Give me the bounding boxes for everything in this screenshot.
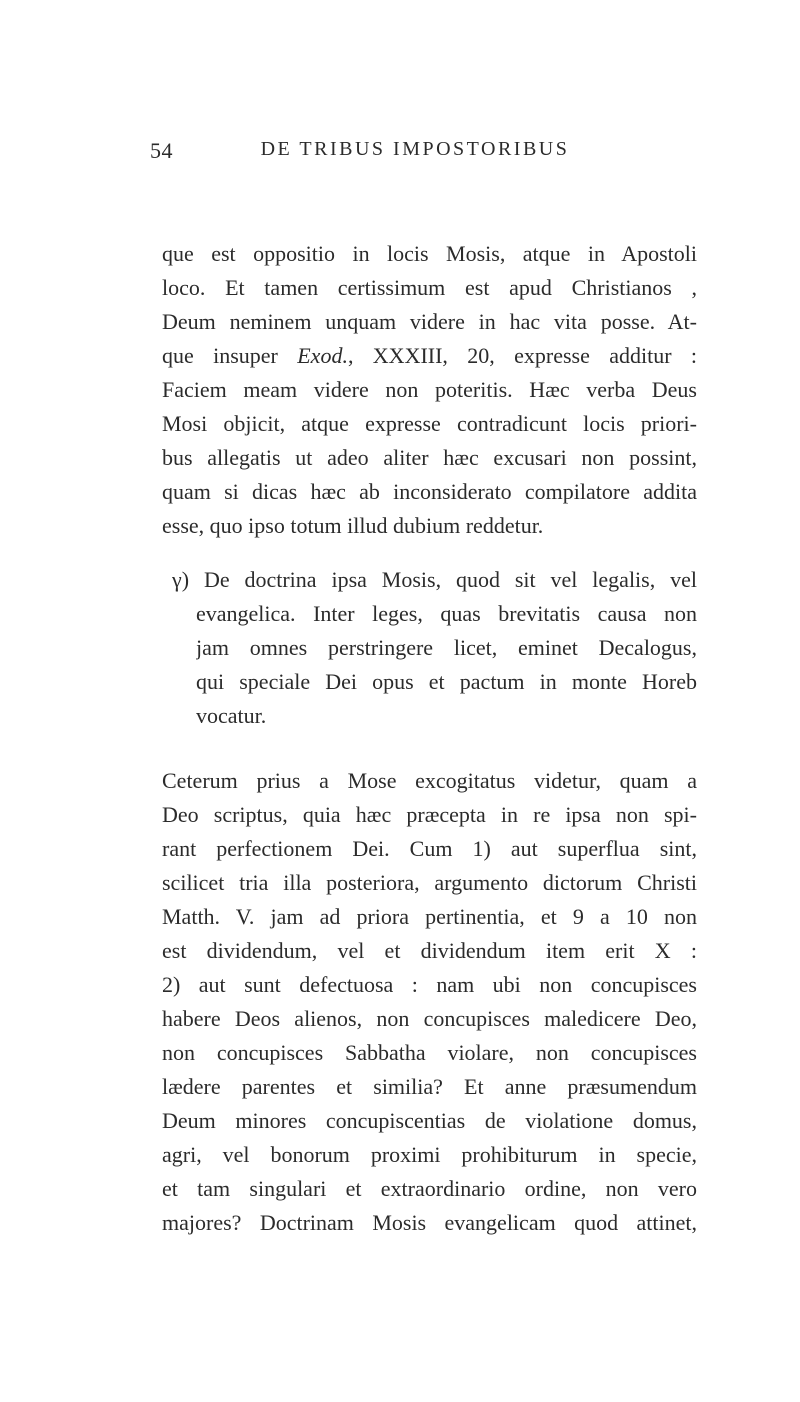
running-title: DE TRIBUS IMPOSTORIBUS bbox=[260, 138, 570, 160]
paragraph-2 bbox=[172, 563, 697, 733]
text-line: Deum minores concupiscentias de violatione domus, bbox=[162, 1108, 697, 1133]
text-line: Deo scriptus, quia hæc præcepta in re ipsa non spi- bbox=[162, 802, 697, 827]
text-line: Ceterum prius a Mose excogitatus videtur, quam a bbox=[162, 768, 697, 793]
text-line: rant perfectionem Dei. Cum 1) aut superflua sint, bbox=[162, 836, 697, 861]
text-line: Faciem meam videre non poteritis. Hæc verba Deus bbox=[162, 377, 697, 402]
text-line: que est oppositio in locis Mosis, atque in Apostoli bbox=[162, 241, 697, 266]
text-line: est dividendum, vel et dividendum item erit X : bbox=[162, 938, 697, 963]
paragraph-1 bbox=[162, 237, 697, 543]
text-line: majores? Doctrinam Mosis evangelicam quod attinet, bbox=[162, 1210, 697, 1235]
text-line: Deum neminem unquam videre in hac vita posse. At- bbox=[162, 309, 697, 334]
text-line: quam si dicas hæc ab inconsiderato compilatore addita bbox=[162, 479, 697, 504]
text-line: γ) De doctrina ipsa Mosis, quod sit vel legalis, vel bbox=[172, 567, 697, 592]
text-line: et tam singulari et extraordinario ordine, non vero bbox=[162, 1176, 697, 1201]
text-line: jam omnes perstringere licet, eminet Decalogus, bbox=[196, 635, 697, 660]
text-line: agri, vel bonorum proximi prohibiturum in specie, bbox=[162, 1142, 697, 1167]
text-line: scilicet tria illa posteriora, argumento dictorum Christi bbox=[162, 870, 697, 895]
text-line: esse, quo ipso totum illud dubium reddetur. bbox=[162, 513, 544, 538]
text-line: Mosi objicit, atque expresse contradicunt locis priori- bbox=[162, 411, 697, 436]
page-header bbox=[150, 138, 680, 178]
text-line: non concupisces Sabbatha violare, non concupisces bbox=[162, 1040, 697, 1065]
text-line: qui speciale Dei opus et pactum in monte Horeb bbox=[196, 669, 697, 694]
text-line: lædere parentes et similia? Et anne præsumendum bbox=[162, 1074, 697, 1099]
text-line: que insuper Exod., XXXIII, 20, expresse additur : bbox=[162, 343, 697, 368]
text-line: 2) aut sunt defectuosa : nam ubi non concupisces bbox=[162, 972, 697, 997]
text-line: evangelica. Inter leges, quas brevitatis causa non bbox=[196, 601, 697, 626]
text-line: bus allegatis ut adeo aliter hæc excusari non possint, bbox=[162, 445, 697, 470]
text-line: vocatur. bbox=[196, 703, 267, 728]
paragraph-3 bbox=[162, 764, 697, 1240]
text-line: habere Deos alienos, non concupisces maledicere Deo, bbox=[162, 1006, 697, 1031]
text-line: Matth. V. jam ad priora pertinentia, et 9 a 10 non bbox=[162, 904, 697, 929]
text-line: loco. Et tamen certissimum est apud Christianos , bbox=[162, 275, 697, 300]
page-number: 54 bbox=[150, 138, 173, 163]
